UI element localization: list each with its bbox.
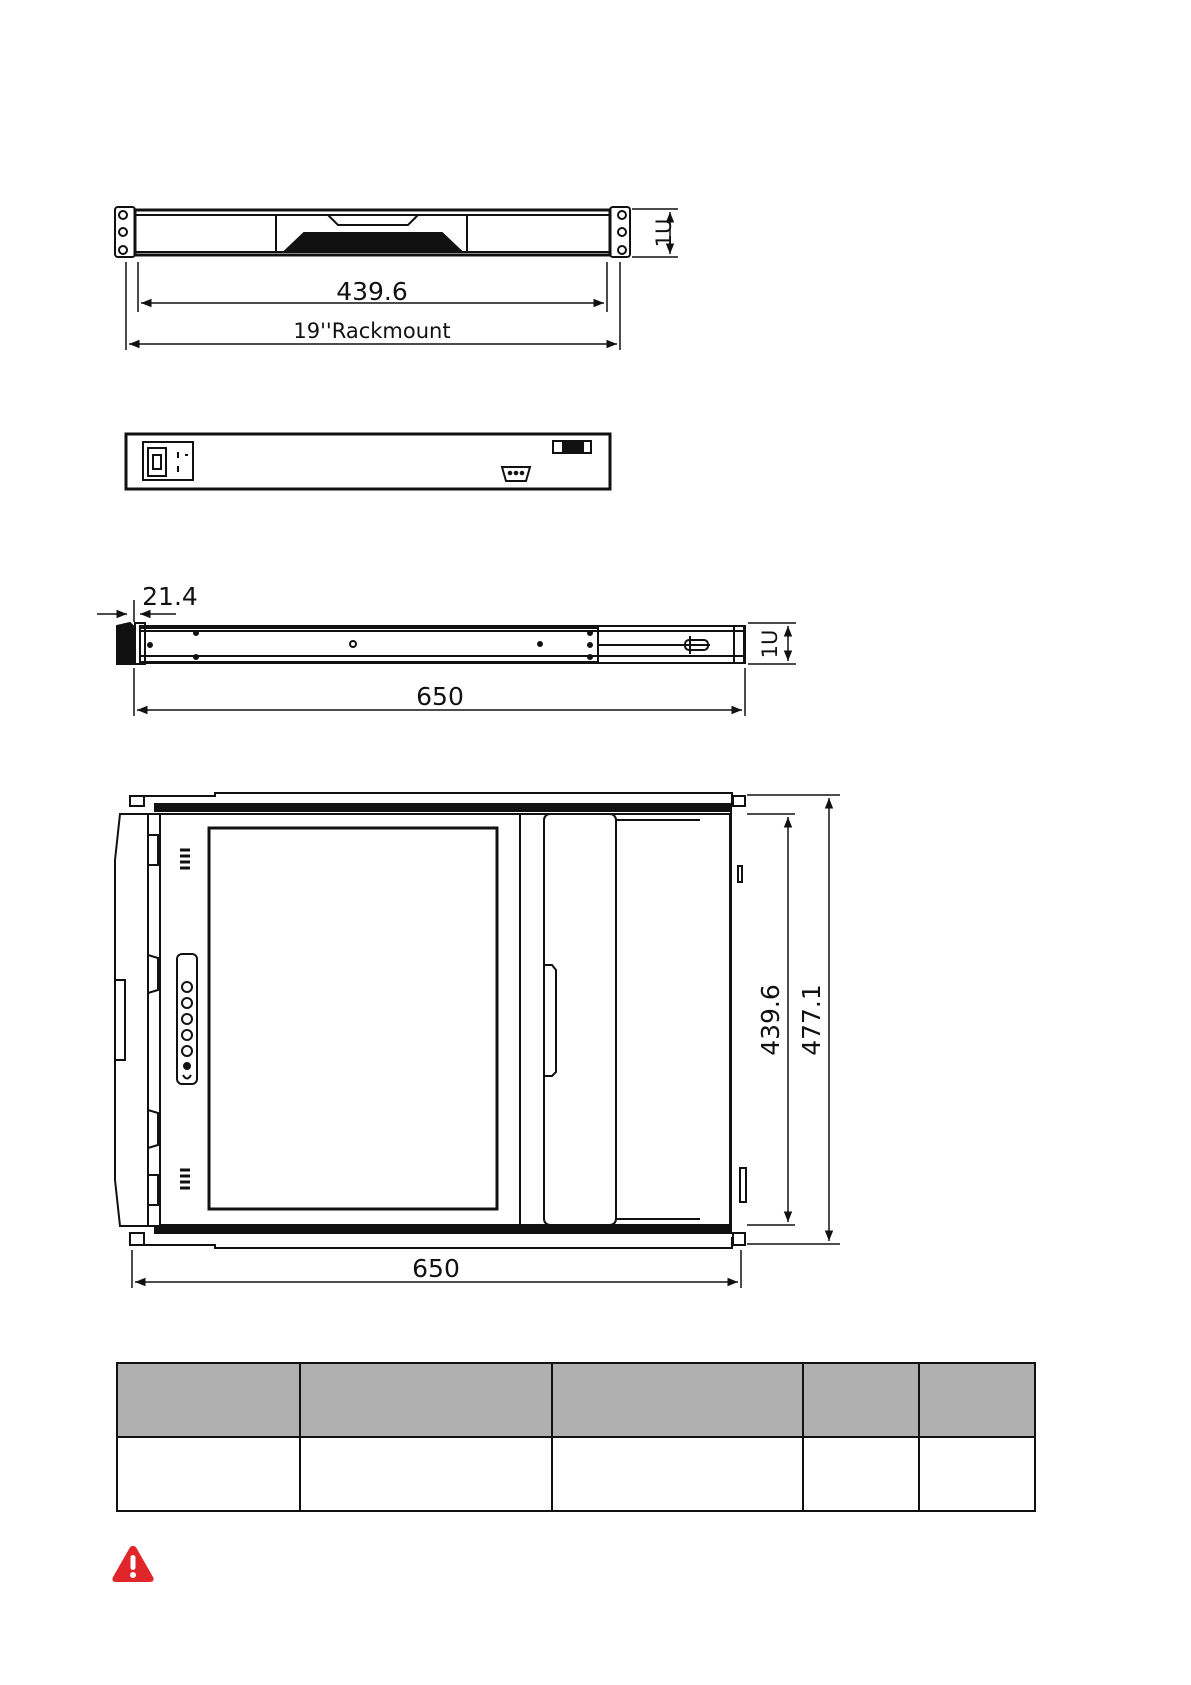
table-row bbox=[117, 1437, 1035, 1511]
header-cell bbox=[552, 1363, 803, 1437]
lcd-frame bbox=[160, 814, 520, 1225]
front-width-label: 439.6 bbox=[336, 277, 408, 306]
top-outer-width-label: 477.1 bbox=[797, 984, 826, 1056]
top-rails bbox=[130, 793, 745, 1248]
front-handle bbox=[276, 215, 467, 252]
table-cell bbox=[919, 1437, 1035, 1511]
top-front-bezel bbox=[115, 814, 148, 1226]
table-cell bbox=[117, 1437, 300, 1511]
side-height-label: 1U bbox=[758, 629, 782, 659]
lcd-screen bbox=[209, 828, 497, 1209]
dvi-port-icon bbox=[553, 441, 591, 453]
table-header-row bbox=[117, 1363, 1035, 1437]
speaker-grille-top bbox=[180, 850, 190, 868]
spec-table bbox=[116, 1362, 1036, 1512]
speaker-grille-bottom bbox=[180, 1170, 190, 1188]
front-height-label: 1U bbox=[652, 218, 676, 248]
rear-view bbox=[126, 434, 610, 489]
table-cell bbox=[300, 1437, 552, 1511]
front-overall-label: 19''Rackmount bbox=[293, 319, 451, 343]
left-rack-ear bbox=[115, 207, 135, 257]
table-cell bbox=[552, 1437, 803, 1511]
side-front-bezel bbox=[117, 623, 133, 664]
keyboard-tray bbox=[520, 814, 730, 1225]
top-depth-label: 650 bbox=[412, 1254, 460, 1283]
header-cell bbox=[300, 1363, 552, 1437]
right-rack-ear bbox=[610, 207, 630, 257]
warning-icon bbox=[111, 1544, 155, 1584]
power-switch-icon bbox=[143, 442, 193, 480]
header-cell bbox=[117, 1363, 300, 1437]
table-cell bbox=[803, 1437, 919, 1511]
rear-panel bbox=[126, 434, 610, 489]
side-depth-label: 650 bbox=[416, 682, 464, 711]
top-inner-width-label: 439.6 bbox=[756, 984, 785, 1056]
top-view bbox=[115, 793, 840, 1288]
osd-button-strip bbox=[177, 954, 197, 1084]
header-cell bbox=[803, 1363, 919, 1437]
vga-port-icon bbox=[502, 467, 530, 481]
side-offset-label: 21.4 bbox=[142, 582, 198, 611]
header-cell bbox=[919, 1363, 1035, 1437]
